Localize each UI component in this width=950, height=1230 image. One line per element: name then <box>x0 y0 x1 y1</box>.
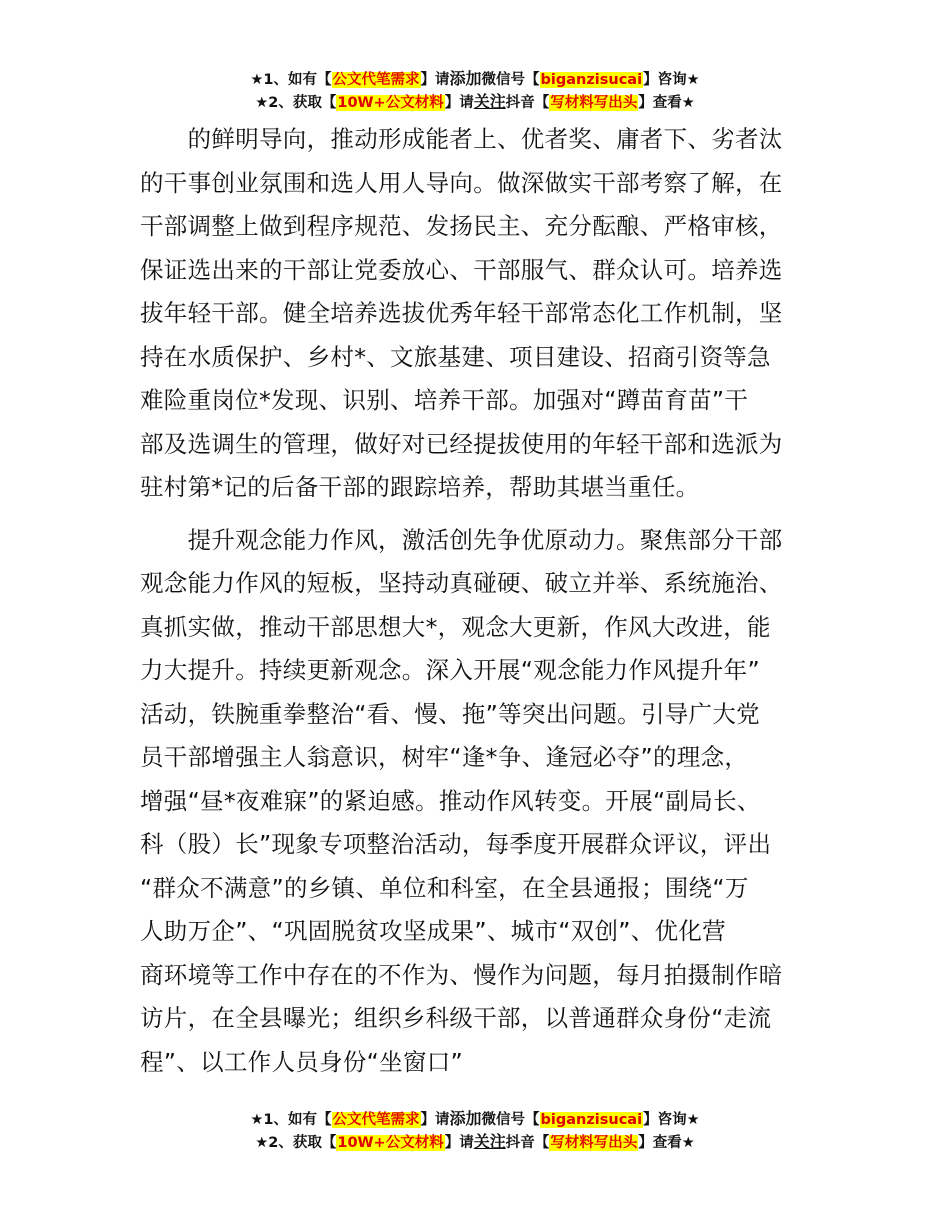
text-line: 难险重岗位*发现、识别、培养干部。加强对“蹲苗育苗”干 <box>140 386 749 414</box>
banner-text: 微信号【 <box>481 72 540 88</box>
banner-emphasis: 添加 <box>449 69 482 88</box>
wechat-id-highlight: biganzisucai <box>540 1112 643 1128</box>
banner-text: 抖音【 <box>505 1135 550 1151</box>
text-line: 真抓实做，推动干部思想大*，观念大更新，作风大改进，能 <box>140 612 771 641</box>
banner-prefix: ★2、获取【 <box>255 1135 337 1151</box>
banner-line-2 <box>0 91 950 114</box>
text-line: 部及选调生的管理，做好对已经提拔使用的年轻干部和选派为 <box>140 429 783 458</box>
banner-emphasis: 关注 <box>473 1132 506 1151</box>
text-line: 活动，铁腕重拳整治“看、慢、拖”等突出问题。引导广大党 <box>140 699 760 728</box>
paragraph-1 <box>140 118 820 510</box>
header-banner <box>0 68 950 114</box>
text-line: 科（股）长”现象专项整治活动，每季度开展群众评议，评出 <box>140 830 772 858</box>
footer-banner <box>0 1108 950 1154</box>
banner-text: 】请 <box>420 1112 450 1128</box>
text-line: 的鲜明导向，推动形成能者上、优者奖、庸者下、劣者汰 <box>140 125 783 153</box>
banner-suffix: 】咨询★ <box>643 1112 700 1128</box>
banner-text: 】请 <box>420 72 450 88</box>
banner-prefix: ★1、如有【 <box>250 1112 332 1128</box>
text-line: 拔年轻干部。健全培养选拔优秀年轻干部常态化工作机制，坚 <box>140 299 783 327</box>
text-line: 观念能力作风的短板，坚持动真碰硬、破立并举、系统施治、 <box>140 569 783 597</box>
text-line: 持在水质保护、乡村*、文旅基建、项目建设、招商引资等急 <box>140 342 771 371</box>
text-line: 增强“昼*夜难寐”的紧迫感。推动作风转变。开展“副局长、 <box>140 786 761 815</box>
text-line: 商环境等工作中存在的不作为、慢作为问题，每月拍摄制作暗 <box>140 960 783 989</box>
wechat-id-highlight: biganzisucai <box>540 72 643 88</box>
banner-line-2 <box>0 1131 950 1154</box>
text-line: 保证选出来的干部让党委放心、干部服气、群众认可。培养选 <box>140 255 783 284</box>
banner-line-1 <box>0 1108 950 1131</box>
banner-text: 】请 <box>444 95 474 111</box>
materials-highlight: 10W+公文材料 <box>337 1135 444 1151</box>
text-line: 人助万企”、“巩固脱贫攻坚成果”、城市“双创”、优化营 <box>140 917 726 945</box>
text-line: 访片，在全县曝光；组织乡科级干部，以普通群众身份“走流 <box>140 1004 772 1032</box>
text-line: 驻村第*记的后备干部的跟踪培养，帮助其堪当重任。 <box>140 473 700 501</box>
materials-highlight: 10W+公文材料 <box>337 95 444 111</box>
douyin-account-highlight: 写材料写出头 <box>550 95 638 111</box>
banner-suffix: 】查看★ <box>638 95 695 111</box>
text-line: 程”、以工作人员身份“坐窗口” <box>140 1047 464 1076</box>
banner-line-1 <box>0 68 950 91</box>
banner-text: 抖音【 <box>505 95 550 111</box>
banner-prefix: ★2、获取【 <box>255 95 337 111</box>
text-line: 员干部增强主人翁意识，树牢“逢*争、逢冠必夺”的理念， <box>140 743 749 771</box>
banner-prefix: ★1、如有【 <box>250 72 332 88</box>
service-highlight: 公文代笔需求 <box>332 1112 420 1128</box>
banner-suffix: 】咨询★ <box>643 72 700 88</box>
banner-text: 】请 <box>444 1135 474 1151</box>
paragraph-2 <box>140 519 820 1085</box>
banner-emphasis: 添加 <box>449 1109 482 1128</box>
document-body <box>140 118 820 1084</box>
text-line: 力大提升。持续更新观念。深入开展“观念能力作风提升年” <box>140 656 760 684</box>
douyin-account-highlight: 写材料写出头 <box>550 1135 638 1151</box>
banner-emphasis: 关注 <box>473 92 506 111</box>
banner-suffix: 】查看★ <box>638 1135 695 1151</box>
text-line: “群众不满意”的乡镇、单位和科室，在全县通报；围绕“万 <box>140 873 749 902</box>
banner-text: 微信号【 <box>481 1112 540 1128</box>
text-line: 的干事创业氛围和选人用人导向。做深做实干部考察了解，在 <box>140 168 783 197</box>
service-highlight: 公文代笔需求 <box>332 72 420 88</box>
text-line: 提升观念能力作风，激活创先争优原动力。聚焦部分干部 <box>140 525 783 554</box>
text-line: 干部调整上做到程序规范、发扬民主、充分酝酿、严格审核， <box>140 212 783 240</box>
